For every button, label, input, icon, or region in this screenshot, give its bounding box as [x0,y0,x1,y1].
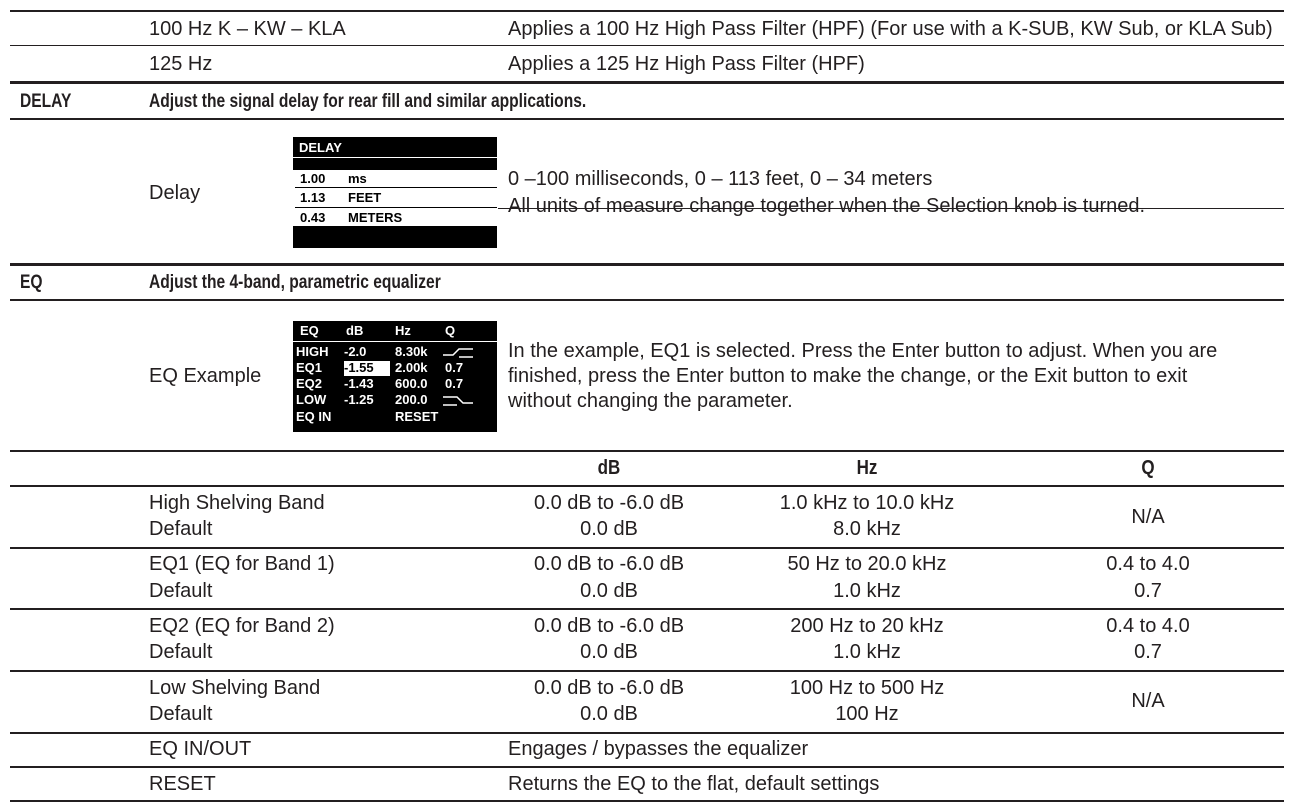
filter-name: 125 Hz [149,53,213,75]
table-row-desc: Returns the EQ to the flat, default settings [508,773,880,795]
lcd-hz: 200.0 [395,392,428,407]
eq-example-label: EQ Example [149,365,262,387]
bottom-rule [10,800,1284,802]
lcd-hz: 600.0 [395,376,428,391]
lcd-q: 0.7 [445,360,464,375]
hz-range: 100 Hz to 500 Hz [789,677,945,699]
hz-default: 1.0 kHz [833,580,901,602]
lcd-db: -1.25 [344,392,374,407]
table-row-name: EQ1 (EQ for Band 1) [149,553,335,575]
lcd-q: 0.7 [445,376,464,391]
table-top-rule [10,450,1284,452]
db-default: 0.0 dB [580,580,638,602]
q-value: N/A [1131,690,1165,712]
db-default: 0.0 dB [580,641,638,663]
eq-desc-line: In the example, EQ1 is selected. Press the Enter button to adjust. When you are [508,340,1218,362]
delay-unit: FEET [348,190,382,205]
table-row-desc: Engages / bypasses the equalizer [508,738,809,760]
lcd-db: -1.43 [344,376,374,391]
db-default: 0.0 dB [580,703,638,725]
table-row-default-label: Default [149,641,213,663]
lcd-col-header: Hz [395,323,411,338]
lcd-footer-reset: RESET [395,409,439,424]
delay-desc-range: 0 –100 milliseconds, 0 – 113 feet, 0 – 34 meters [508,168,933,190]
eq-desc-line: finished, press the Enter button to make the change, or the Exit button to exit [508,365,1188,387]
delay-heading: DELAY [20,91,72,112]
table-row-name: Low Shelving Band [149,677,321,699]
col-header-q: Q [1141,457,1155,479]
lcd-footer-eq-in: EQ IN [296,409,332,424]
delay-unit: METERS [348,210,403,225]
delay-value: 0.43 [300,210,326,225]
eq-heading: EQ [20,272,43,293]
section-rule [10,299,1284,301]
delay-lcd-display [293,137,497,248]
eq-summary: Adjust the 4-band, parametric equalizer [149,272,441,293]
hz-range: 200 Hz to 20 kHz [790,615,944,637]
delay-label: Delay [149,182,201,204]
q-range: 0.4 to 4.0 [1106,553,1190,575]
delay-unit: ms [348,171,367,186]
low-shelf-icon [443,395,475,407]
lcd-band: EQ2 [296,376,323,391]
lcd-band: LOW [296,392,327,407]
lcd-divider [293,341,497,342]
q-range: 0.4 to 4.0 [1106,615,1190,637]
lcd-col-header: Q [445,323,456,338]
col-header-hz: Hz [856,457,878,479]
filter-desc: Applies a 100 Hz High Pass Filter (HPF) (For use with a K-SUB, KW Sub, or KLA Sub) [508,18,1273,40]
lcd-band: HIGH [296,344,329,359]
filter-name: 100 Hz K – KW – KLA [149,18,346,40]
delay-value: 1.00 [300,171,326,186]
lcd-hz: 2.00k [395,360,428,375]
table-row-default-label: Default [149,703,213,725]
lcd-db-selected: -1.55 [344,360,374,375]
delay-summary: Adjust the signal delay for rear fill and similar applications. [149,91,587,112]
lcd-hz: 8.30k [395,344,428,359]
top-rule [10,10,1284,12]
delay-value: 1.13 [300,190,326,205]
divider [10,485,1284,487]
col-header-db: dB [597,457,621,479]
table-row-name: High Shelving Band [149,492,325,514]
db-default: 0.0 dB [580,518,638,540]
eq-lcd-display [293,321,497,432]
hz-default: 1.0 kHz [833,641,901,663]
eq-desc-line: without changing the parameter. [508,390,793,412]
divider [10,45,1284,46]
db-range: 0.0 dB to -6.0 dB [533,615,685,637]
hz-range: 50 Hz to 20.0 kHz [787,553,947,575]
lcd-divider [293,157,497,158]
section-rule [10,81,1284,84]
lcd-divider [295,207,497,208]
lcd-db: -2.0 [344,344,367,359]
db-range: 0.0 dB to -6.0 dB [533,553,685,575]
table-row-default-label: Default [149,580,213,602]
table-row-name: EQ IN/OUT [149,738,252,760]
divider [10,547,1284,549]
q-default: 0.7 [1134,580,1162,602]
lcd-col-header: EQ [300,323,319,338]
db-range: 0.0 dB to -6.0 dB [533,677,685,699]
q-default: 0.7 [1134,641,1162,663]
divider [10,766,1284,768]
filter-desc: Applies a 125 Hz High Pass Filter (HPF) [508,53,865,75]
table-row-name: EQ2 (EQ for Band 2) [149,615,335,637]
high-shelf-icon [443,347,475,359]
section-rule [10,263,1284,266]
section-rule [10,118,1284,120]
delay-lcd-title: DELAY [299,140,342,155]
hz-default: 8.0 kHz [833,518,901,540]
lcd-divider [295,187,497,188]
divider [10,670,1284,672]
delay-desc-note: All units of measure change together when the Selection knob is turned. [508,195,1146,217]
table-row-default-label: Default [149,518,213,540]
q-value: N/A [1131,506,1165,528]
db-range: 0.0 dB to -6.0 dB [533,492,685,514]
lcd-band: EQ1 [296,360,323,375]
divider [10,732,1284,734]
hz-range: 1.0 kHz to 10.0 kHz [779,492,955,514]
hz-default: 100 Hz [835,703,899,725]
table-row-name: RESET [149,773,216,795]
divider [10,608,1284,610]
lcd-col-header: dB [346,323,364,338]
